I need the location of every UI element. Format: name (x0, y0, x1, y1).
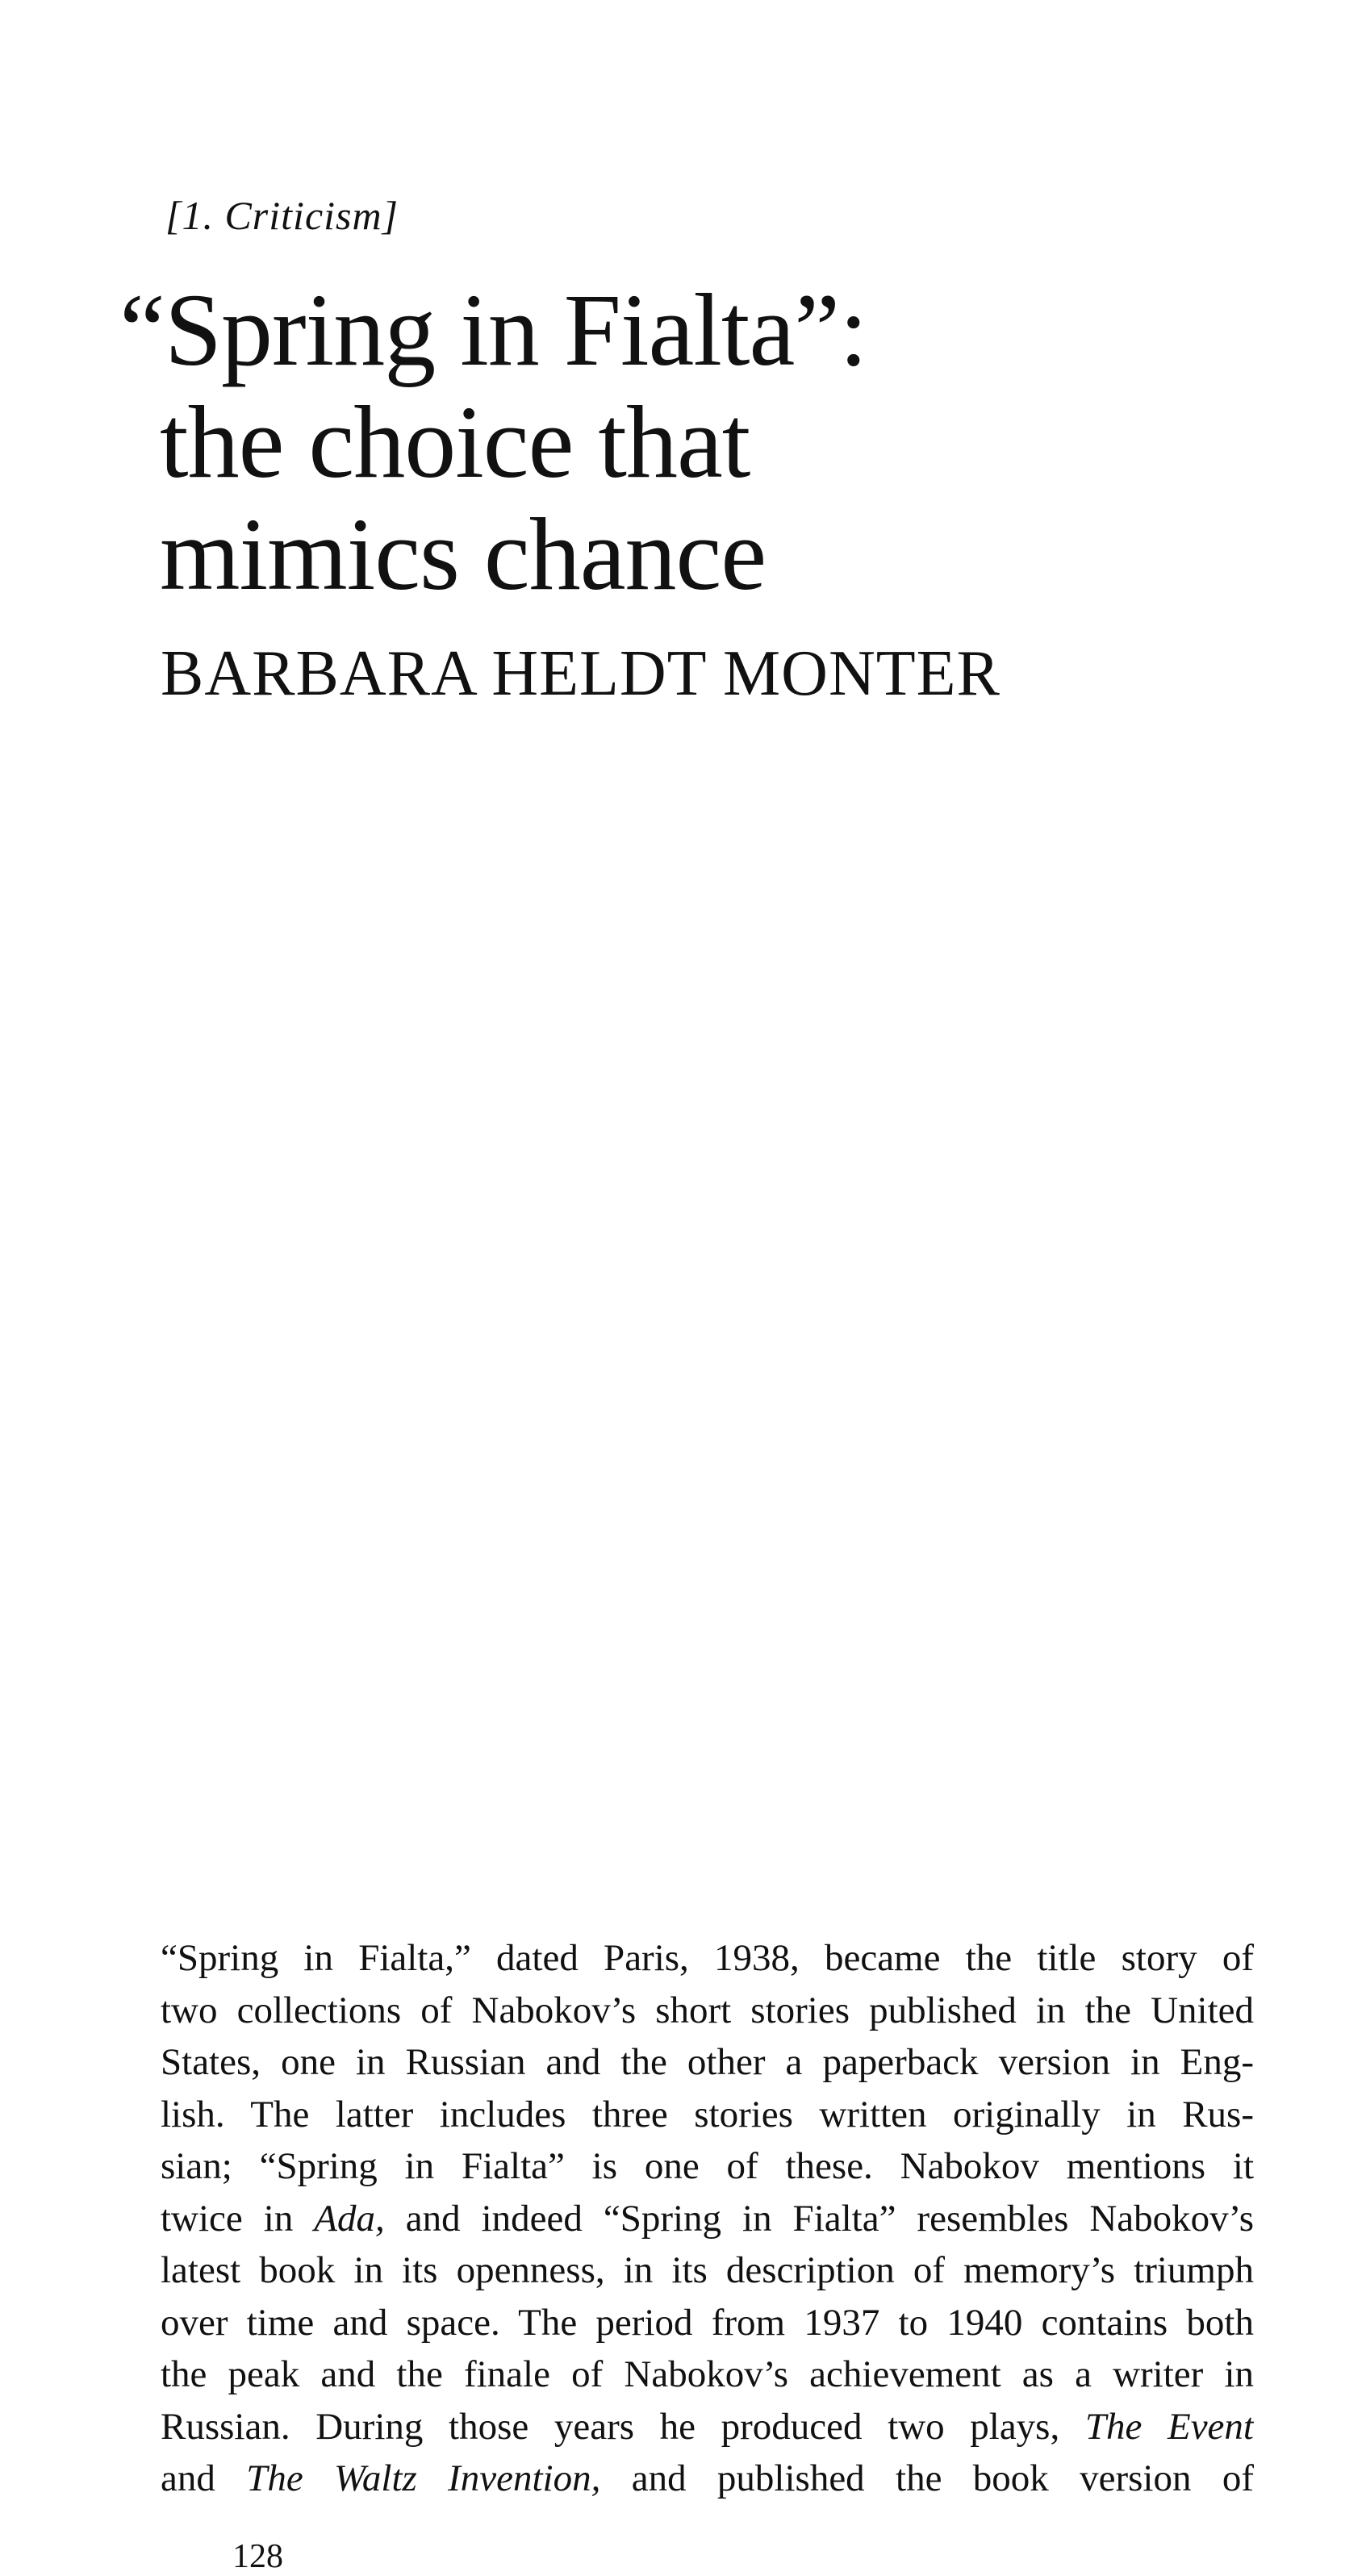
text-segment: States, one in Russian and the other a paperback version in Eng- (161, 2041, 1254, 2083)
body-line (161, 2036, 1254, 2089)
body-line (161, 2401, 1254, 2453)
title-line: “Spring in Fialta”: (119, 273, 867, 387)
body-line (161, 2089, 1254, 2141)
body-line (161, 2193, 1254, 2245)
body-line (161, 2140, 1254, 2193)
text-segment: “Spring in Fialta,” dated Paris, 1938, became the title story of (161, 1937, 1254, 1979)
text-segment: two collections of Nabokov’s short stories published in the United (161, 1989, 1254, 2031)
body-line (161, 2453, 1254, 2505)
italic-text: The Event (1084, 2405, 1254, 2448)
title-line: mimics chance (160, 497, 767, 612)
title-line: the choice that (160, 385, 750, 499)
text-segment: latest book in its openness, in its description of memory’s triumph (161, 2249, 1254, 2291)
text-segment: and indeed “Spring in Fialta” resembles Nabokov’s (384, 2197, 1254, 2240)
text-segment: sian; “Spring in Fialta” is one of these. Nabokov mentions it (161, 2145, 1254, 2187)
text-segment: and (161, 2457, 247, 2499)
italic-text: The Waltz Invention, (246, 2457, 601, 2499)
text-segment: and published the book version of (600, 2457, 1254, 2499)
body-paragraph (161, 1932, 1254, 2505)
text-segment: lish. The latter includes three stories written originally in Rus- (161, 2093, 1254, 2136)
text-segment: over time and space. The period from 1937 to 1940 contains both (161, 2301, 1254, 2344)
body-line (161, 1932, 1254, 1985)
author-name: BARBARA HELDT MONTER (161, 638, 1000, 709)
body-line (161, 2348, 1254, 2401)
text-segment: twice in (161, 2197, 315, 2240)
body-line (161, 1985, 1254, 2037)
article-title (119, 274, 867, 611)
body-line (161, 2297, 1254, 2349)
italic-text: Ada, (314, 2197, 385, 2240)
page-number: 128 (232, 2538, 283, 2575)
section-label: [1. Criticism] (165, 193, 399, 238)
body-line (161, 2244, 1254, 2297)
text-segment: the peak and the finale of Nabokov’s achievement as a writer in (161, 2353, 1254, 2395)
text-segment: Russian. During those years he produced two plays, (161, 2405, 1085, 2448)
